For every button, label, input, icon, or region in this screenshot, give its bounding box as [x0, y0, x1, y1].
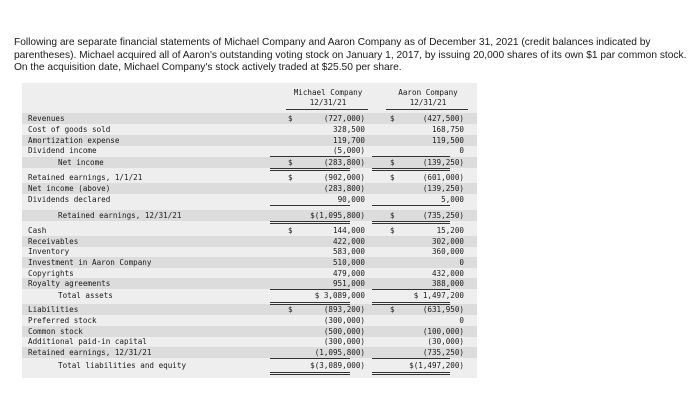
table-row [22, 336, 477, 347]
michael-value: (500,000) [323, 327, 365, 336]
problem-intro: Following are separate financial statements of Michael Company and Aaron Company as of December 31, 2021 (credit balances indicated by parentheses). Michael acquired all of Aaron's outstanding voting stock on January 1, 2017, by issuing 20,000 shares of its own $1 par common stock. On the acquisition date, Michael Company's stock actively traded at $25.50 per share. [14, 37, 687, 73]
michael-value: 144,000 [332, 226, 365, 235]
michael-value: (300,000) [323, 337, 365, 346]
row-label: Retained earnings, 12/31/21 [28, 348, 152, 357]
aaron-column-date: 12/31/21 [409, 98, 447, 107]
double-underline [270, 221, 350, 224]
subtotal-rule [372, 205, 450, 206]
michael-value: $(1,095,800) [310, 211, 365, 220]
table-row [22, 157, 477, 168]
row-label: Common stock [28, 327, 83, 336]
michael-value: 90,000 [337, 195, 365, 204]
michael-value: (300,000) [323, 316, 365, 325]
row-label: Investment in Aaron Company [28, 258, 152, 267]
table-row [22, 124, 477, 135]
row-label: Total liabilities and equity [58, 361, 187, 370]
michael-value: 510,000 [332, 258, 365, 267]
aaron-dollar-sign: $ [390, 158, 395, 167]
double-underline [372, 302, 450, 305]
michael-value: 479,000 [332, 269, 365, 278]
michael-value: (902,000) [323, 173, 365, 182]
michael-value: 328,500 [332, 125, 365, 134]
row-label: Amortization expense [28, 136, 120, 145]
subtotal-rule [270, 205, 350, 206]
aaron-value: (631,950) [422, 305, 464, 314]
aaron-dollar-sign: $ [390, 305, 395, 314]
michael-value: (283,800) [323, 184, 365, 193]
aaron-value: $(1,497,200) [409, 361, 464, 370]
michael-dollar-sign: $ [288, 114, 293, 123]
subtotal-rule [372, 358, 450, 359]
row-label: Inventory [28, 247, 70, 256]
michael-value: $(3,089,000) [310, 361, 365, 370]
michael-column-date: 12/31/21 [309, 98, 347, 107]
row-label: Receivables [28, 237, 79, 246]
table-row [22, 225, 477, 236]
subtotal-rule [372, 156, 450, 157]
aaron-dollar-sign: $ [390, 114, 395, 123]
michael-value: 119,700 [332, 136, 365, 145]
aaron-column-header [383, 88, 473, 108]
aaron-value: 432,000 [431, 269, 464, 278]
double-underline [270, 372, 350, 375]
aaron-value: 119,500 [431, 136, 464, 145]
michael-value: (1,095,800) [314, 348, 365, 357]
row-label: Net income [58, 158, 104, 167]
aaron-value: 302,000 [431, 237, 464, 246]
row-label: Total assets [58, 291, 113, 300]
aaron-dollar-sign: $ [390, 211, 395, 220]
aaron-value: 360,000 [431, 247, 464, 256]
double-underline [372, 372, 450, 375]
row-label: Revenues [28, 114, 65, 123]
table-row [22, 183, 477, 194]
aaron-value: (735,250) [422, 211, 464, 220]
aaron-value: 388,000 [431, 279, 464, 288]
row-label: Dividend income [28, 146, 97, 155]
michael-value: (283,800) [323, 158, 365, 167]
row-label: Liabilities [28, 305, 79, 314]
subtotal-rule [270, 358, 350, 359]
michael-value: (893,200) [323, 305, 365, 314]
table-row [22, 347, 477, 358]
aaron-value: (601,000) [422, 173, 464, 182]
row-label: Cost of goods sold [28, 125, 111, 134]
table-row [22, 257, 477, 268]
double-underline [372, 168, 450, 171]
table-row [22, 145, 477, 156]
aaron-column-name: Aaron Company [398, 88, 458, 97]
double-underline [372, 221, 450, 224]
aaron-value: (100,000) [422, 327, 464, 336]
row-label: Preferred stock [28, 316, 97, 325]
table-row [22, 210, 477, 221]
table-row [22, 113, 477, 124]
michael-value: (5,000) [332, 146, 365, 155]
table-row [22, 246, 477, 257]
row-label: Additional paid-in capital [28, 337, 147, 346]
row-label: Net income (above) [28, 184, 111, 193]
row-label: Dividends declared [28, 195, 111, 204]
row-label: Retained earnings, 1/1/21 [28, 173, 143, 182]
subtotal-rule [270, 289, 350, 290]
aaron-value: (30,000) [427, 337, 464, 346]
aaron-value: 168,750 [431, 125, 464, 134]
michael-header-underline [286, 109, 368, 110]
aaron-value: (427,500) [422, 114, 464, 123]
subtotal-rule [270, 156, 350, 157]
aaron-value: (139,250) [422, 184, 464, 193]
row-label: Cash [28, 226, 47, 235]
aaron-value: 0 [459, 258, 464, 267]
aaron-value: (139,250) [422, 158, 464, 167]
michael-dollar-sign: $ [288, 305, 293, 314]
michael-column-name: Michael Company [293, 88, 363, 97]
aaron-value: 15,200 [436, 226, 464, 235]
table-row [22, 172, 477, 183]
aaron-value: 0 [459, 316, 464, 325]
double-underline [270, 302, 350, 305]
table-row [22, 360, 477, 371]
michael-dollar-sign: $ [288, 158, 293, 167]
table-row [22, 290, 477, 301]
aaron-value: 5,000 [441, 195, 464, 204]
aaron-dollar-sign: $ [390, 226, 395, 235]
michael-dollar-sign: $ [288, 173, 293, 182]
subtotal-rule [372, 289, 450, 290]
row-label: Copyrights [28, 269, 74, 278]
aaron-value: $ 1,497,200 [413, 291, 464, 300]
aaron-value: (735,250) [422, 348, 464, 357]
table-row [22, 304, 477, 315]
double-underline [270, 168, 350, 171]
aaron-dollar-sign: $ [390, 173, 395, 182]
row-label: Royalty agreements [28, 279, 111, 288]
aaron-header-underline [386, 109, 468, 110]
table-row [22, 315, 477, 326]
michael-value: 583,000 [332, 247, 365, 256]
michael-column-header [283, 88, 373, 108]
table-row [22, 194, 477, 205]
michael-value: 951,000 [332, 279, 365, 288]
row-label: Retained earnings, 12/31/21 [58, 211, 182, 220]
aaron-value: 0 [459, 146, 464, 155]
michael-value: $ 3,089,000 [314, 291, 365, 300]
michael-value: 422,000 [332, 237, 365, 246]
table-row [22, 278, 477, 289]
michael-value: (727,000) [323, 114, 365, 123]
michael-dollar-sign: $ [288, 226, 293, 235]
